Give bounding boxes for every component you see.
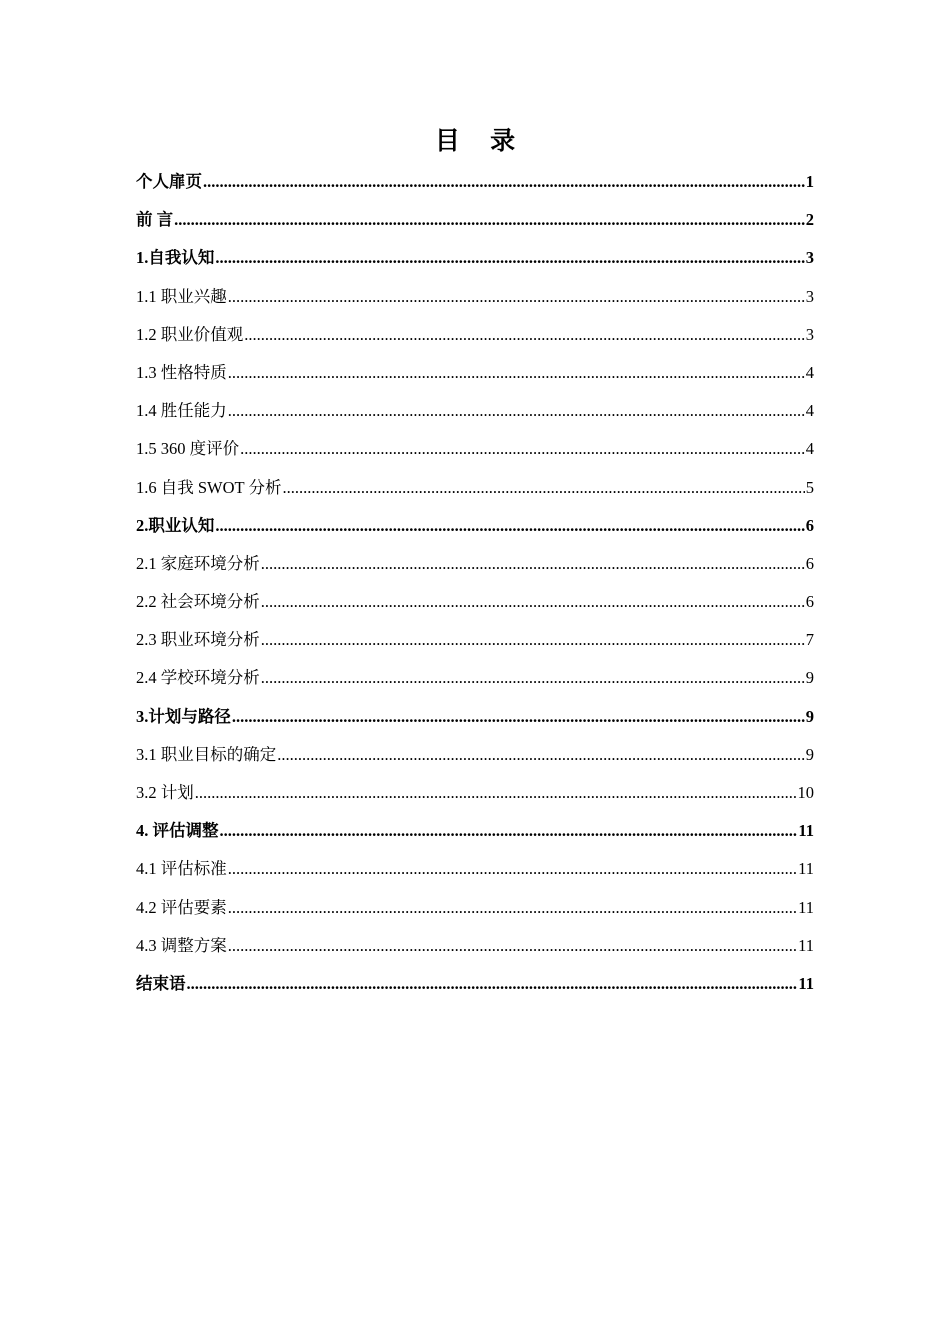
toc-list: [136, 163, 814, 1003]
toc-entry[interactable]: [136, 812, 814, 850]
toc-entry-label: 2.1 家庭环境分析: [136, 553, 260, 573]
toc-entry-page-number: 6: [805, 592, 814, 612]
toc-entry[interactable]: [136, 469, 814, 507]
toc-entry[interactable]: [136, 583, 814, 621]
toc-entry-page-number: 10: [797, 783, 814, 802]
toc-dot-leader: [228, 278, 805, 316]
toc-entry[interactable]: [136, 507, 814, 545]
toc-dot-leader: [203, 163, 805, 201]
toc-entry-page-number: 7: [805, 630, 814, 650]
toc-entry[interactable]: [136, 201, 814, 239]
toc-entry-page-number: 6: [805, 515, 814, 535]
toc-title: 目 录: [434, 128, 528, 155]
toc-entry-label: 4.1 评估标准: [136, 859, 227, 879]
toc-entry[interactable]: [136, 163, 814, 201]
toc-entry-page-number: 5: [805, 477, 814, 497]
toc-entry-page-number: 6: [805, 553, 814, 573]
toc-entry-label: 4.2 评估要素: [136, 897, 227, 917]
toc-dot-leader: [261, 583, 805, 621]
toc-entry-label: 2.职业认知: [136, 515, 215, 535]
toc-entry-label: 4.3 调整方案: [136, 935, 227, 955]
toc-entry-page-number: 11: [798, 859, 814, 879]
toc-entry-label: 1.5 360 度评价: [136, 439, 240, 459]
toc-entry-page-number: 1: [805, 172, 814, 191]
toc-dot-leader: [232, 698, 805, 736]
toc-entry[interactable]: [136, 621, 814, 659]
toc-entry-label: 1.3 性格特质: [136, 362, 227, 382]
toc-entry-page-number: 11: [798, 821, 814, 841]
toc-entry[interactable]: [136, 278, 814, 316]
toc-dot-leader: [195, 774, 797, 812]
toc-entry-page-number: 9: [805, 706, 814, 726]
toc-entry-label: 3.计划与路径: [136, 706, 231, 726]
toc-entry[interactable]: [136, 659, 814, 697]
toc-dot-leader: [277, 736, 805, 774]
toc-dot-leader: [240, 430, 805, 468]
toc-dot-leader: [244, 316, 805, 354]
toc-dot-leader: [215, 239, 804, 277]
toc-entry-label: 2.2 社会环境分析: [136, 592, 260, 612]
toc-entry[interactable]: [136, 889, 814, 927]
toc-dot-leader: [261, 659, 805, 697]
toc-dot-leader: [228, 889, 797, 927]
toc-entry[interactable]: [136, 774, 814, 812]
toc-entry[interactable]: [136, 927, 814, 965]
toc-dot-leader: [228, 927, 797, 965]
toc-entry[interactable]: [136, 316, 814, 354]
toc-entry-page-number: 11: [798, 973, 814, 993]
toc-entry-page-number: 3: [805, 248, 814, 268]
toc-entry[interactable]: [136, 239, 814, 277]
toc-entry-page-number: 3: [805, 324, 814, 344]
toc-entry-page-number: 11: [798, 935, 814, 955]
toc-entry-label: 1.4 胜任能力: [136, 401, 227, 421]
toc-entry-page-number: 4: [805, 362, 814, 382]
toc-dot-leader: [282, 469, 804, 507]
toc-entry[interactable]: [136, 392, 814, 430]
toc-entry-page-number: 2: [805, 210, 814, 230]
toc-entry-label: 1.2 职业价值观: [136, 324, 244, 344]
toc-entry-label: 2.4 学校环境分析: [136, 668, 260, 688]
toc-entry[interactable]: [136, 965, 814, 1003]
toc-entry-label: 2.3 职业环境分析: [136, 630, 260, 650]
toc-entry[interactable]: [136, 698, 814, 736]
toc-dot-leader: [220, 812, 798, 850]
toc-entry-label: 前 言: [136, 210, 174, 230]
toc-dot-leader: [261, 621, 805, 659]
toc-dot-leader: [228, 850, 797, 888]
toc-dot-leader: [228, 354, 805, 392]
toc-entry[interactable]: [136, 430, 814, 468]
toc-entry-label: 1.自我认知: [136, 248, 215, 268]
toc-entry-label: 结束语: [136, 973, 186, 993]
toc-dot-leader: [228, 392, 805, 430]
toc-entry-label: 4. 评估调整: [136, 821, 219, 841]
toc-entry-page-number: 3: [805, 286, 814, 306]
toc-entry[interactable]: [136, 354, 814, 392]
toc-entry[interactable]: [136, 850, 814, 888]
toc-dot-leader: [215, 507, 804, 545]
toc-entry-page-number: 4: [805, 439, 814, 459]
toc-entry[interactable]: [136, 736, 814, 774]
toc-entry-label: 3.2 计划: [136, 783, 194, 802]
toc-entry-page-number: 4: [805, 401, 814, 421]
toc-entry-page-number: 9: [805, 668, 814, 688]
toc-entry[interactable]: [136, 545, 814, 583]
toc-entry-label: 3.1 职业目标的确定: [136, 744, 277, 764]
toc-entry-page-number: 9: [805, 744, 814, 764]
toc-dot-leader: [187, 965, 798, 1003]
toc-dot-leader: [261, 545, 805, 583]
toc-entry-label: 1.6 自我 SWOT 分析: [136, 477, 282, 497]
toc-entry-label: 1.1 职业兴趣: [136, 286, 227, 306]
toc-dot-leader: [174, 201, 805, 239]
toc-entry-label: 个人扉页: [136, 172, 202, 191]
toc-entry-page-number: 11: [798, 897, 814, 917]
